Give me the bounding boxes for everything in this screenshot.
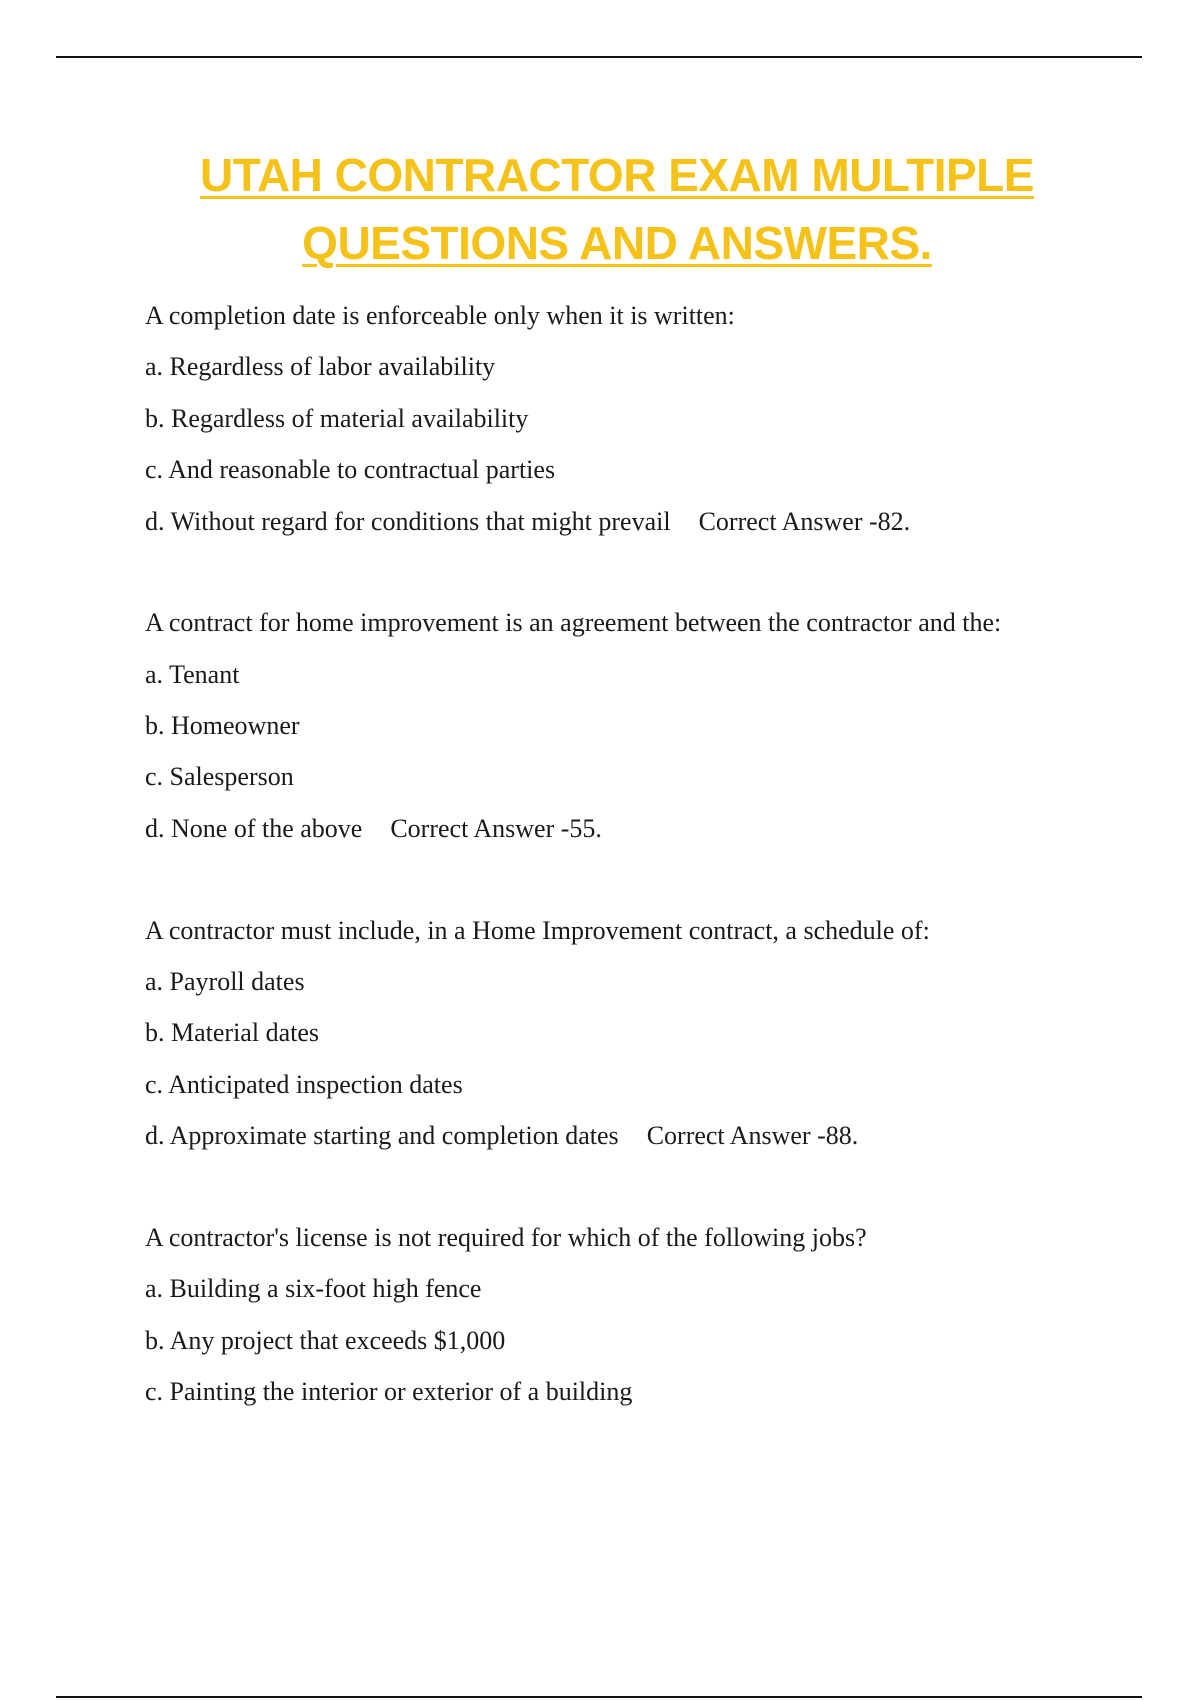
page-title-line-2: QUESTIONS AND ANSWERS. (302, 217, 932, 269)
bottom-rule (56, 1696, 1142, 1698)
answer-option: c. Anticipated inspection dates (145, 1070, 463, 1099)
question-text: A contract for home improvement is an agreement between the contractor and the: (145, 608, 1002, 637)
answer-option: b. Material dates (145, 1018, 319, 1047)
question-text: A contractor's license is not required for which of the following jobs? (145, 1223, 867, 1252)
answer-option: d. None of the above (145, 814, 363, 843)
answer-option-with-answer (145, 506, 910, 538)
answer-option: a. Regardless of labor availability (145, 352, 496, 381)
correct-answer: Correct Answer -55. (390, 814, 602, 843)
answer-option: a. Building a six-foot high fence (145, 1274, 482, 1303)
answer-option: b. Regardless of material availability (145, 404, 529, 433)
answer-option: a. Payroll dates (145, 967, 305, 996)
answer-option: b. Any project that exceeds $1,000 (145, 1326, 506, 1355)
correct-answer: Correct Answer -88. (646, 1121, 859, 1150)
answer-option: c. Painting the interior or exterior of a building (145, 1377, 633, 1406)
question-text: A contractor must include, in a Home Improvement contract, a schedule of: (145, 916, 930, 945)
answer-option-with-answer (145, 813, 602, 845)
answer-option: d. Approximate starting and completion dates (145, 1121, 619, 1150)
answer-option-with-answer (145, 1120, 858, 1152)
top-rule (56, 56, 1142, 58)
page-title-line-1: UTAH CONTRACTOR EXAM MULTIPLE (200, 149, 1034, 201)
correct-answer: Correct Answer -82. (698, 507, 911, 536)
answer-option: b. Homeowner (145, 711, 300, 740)
answer-option: d. Without regard for conditions that might prevail (145, 507, 671, 536)
answer-option: c. Salesperson (145, 762, 294, 791)
answer-option: a. Tenant (145, 660, 240, 689)
answer-option: c. And reasonable to contractual parties (145, 455, 556, 484)
question-text: A completion date is enforceable only when it is written: (145, 301, 735, 330)
